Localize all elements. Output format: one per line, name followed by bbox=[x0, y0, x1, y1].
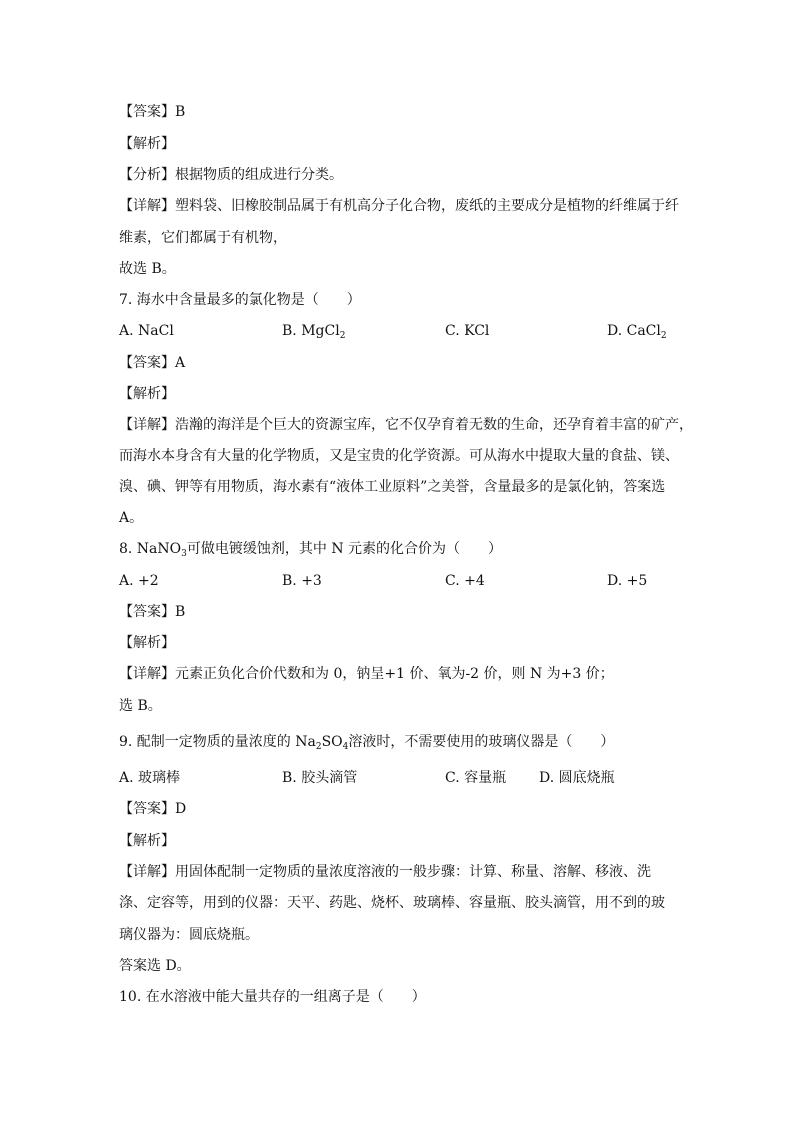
q8-option-d: D. +5 bbox=[607, 573, 648, 589]
q7-detail-line-2: 而海水本身含有大量的化学物质，又是宝贵的化学资源。可从海水中提取大量的食盐、镁、 bbox=[119, 448, 679, 464]
q8-options bbox=[119, 572, 679, 590]
q8-option-c: C. +4 bbox=[445, 573, 485, 589]
q9-option-b: B. 胶头滴管 bbox=[282, 770, 358, 786]
q6-detail-line-1: 【详解】塑料袋、旧橡胶制品属于有机高分子化合物，废纸的主要成分是植物的纤维属于纤 bbox=[119, 198, 679, 214]
q9-detail-line-1: 【详解】用固体配制一定物质的量浓度溶液的一般步骤：计算、称量、溶解、移液、洗 bbox=[119, 864, 651, 880]
q8-option-b: B. +3 bbox=[282, 573, 322, 589]
q7-answer: 【答案】A bbox=[119, 355, 186, 371]
q9-detail-line-3: 璃仪器为：圆底烧瓶。 bbox=[119, 927, 259, 943]
q7-option-d-text: D. CaCl bbox=[607, 323, 661, 339]
q8-detail-line-1: 【详解】元素正负化合价代数和为 0，钠呈+1 价、氧为-2 价，则 N 为+3 价； bbox=[119, 666, 614, 682]
q8-stem-text: 可做电镀缓蚀剂，其中 N 元素的化合价为（ ） bbox=[186, 541, 503, 557]
q7-option-b-sub: 2 bbox=[339, 331, 346, 341]
q9-option-c: C. 容量瓶 bbox=[445, 770, 507, 786]
q10-stem: 10. 在水溶液中能大量共存的一组离子是（ ） bbox=[119, 989, 426, 1005]
q7-stem: 7. 海水中含量最多的氯化物是（ ） bbox=[119, 292, 361, 308]
q9-options bbox=[119, 769, 679, 787]
q8-stem-sub: 3 bbox=[181, 549, 187, 559]
q9-detail-line-4: 答案选 D。 bbox=[119, 958, 191, 974]
q9-stem-sub-2: 4 bbox=[342, 742, 349, 752]
q6-detail-line-2: 维素，它们都属于有机物， bbox=[119, 230, 287, 246]
q9-option-a: A. 玻璃棒 bbox=[119, 770, 181, 786]
q9-analysis-label: 【解析】 bbox=[119, 833, 175, 849]
q8-analysis-label: 【解析】 bbox=[119, 635, 175, 651]
q9-stem-text-1: 9. 配制一定物质的量浓度的 Na bbox=[119, 734, 316, 750]
q7-option-c: C. KCl bbox=[445, 323, 490, 339]
q7-options bbox=[119, 322, 679, 340]
q6-analysis-label: 【解析】 bbox=[119, 136, 175, 152]
q6-fenxi: 【分析】根据物质的组成进行分类。 bbox=[119, 167, 343, 183]
q9-option-d: D. 圆底烧瓶 bbox=[539, 770, 615, 786]
q9-detail-line-2: 涤、定容等，用到的仪器：天平、药匙、烧杯、玻璃棒、容量瓶、胶头滴管，用不到的玻 bbox=[119, 895, 665, 911]
q8-detail-line-2: 选 B。 bbox=[119, 698, 162, 714]
q8-stem-formula: 8. NaNO bbox=[119, 541, 182, 557]
q7-option-b bbox=[282, 322, 345, 340]
q7-option-a: A. NaCl bbox=[119, 323, 174, 339]
q6-detail-line-3: 故选 B。 bbox=[119, 261, 176, 277]
q9-stem-sub-1: 2 bbox=[315, 742, 322, 752]
q8-option-a: A. +2 bbox=[119, 573, 159, 589]
q6-answer: 【答案】B bbox=[119, 104, 186, 120]
q8-answer: 【答案】B bbox=[119, 604, 186, 620]
q9-stem bbox=[119, 733, 614, 751]
q7-option-d-sub: 2 bbox=[660, 331, 667, 341]
q9-stem-text-3: 溶液时，不需要使用的玻璃仪器是（ ） bbox=[348, 734, 615, 750]
q7-detail-line-1: 【详解】浩瀚的海洋是个巨大的资源宝库，它不仅孕育着无数的生命，还孕育着丰富的矿产， bbox=[119, 417, 693, 433]
q9-answer: 【答案】D bbox=[119, 801, 187, 817]
q7-analysis-label: 【解析】 bbox=[119, 386, 175, 402]
q7-option-d bbox=[607, 322, 667, 340]
q7-detail-line-3: 溴、碘、钾等有用物质，海水素有“液体工业原料”之美誉，含量最多的是氯化钠，答案选 bbox=[119, 479, 666, 495]
q7-detail-line-4: A。 bbox=[119, 510, 144, 526]
q7-option-b-text: B. MgCl bbox=[282, 323, 340, 339]
q9-stem-text-2: SO bbox=[321, 734, 343, 750]
q8-stem bbox=[119, 540, 502, 558]
